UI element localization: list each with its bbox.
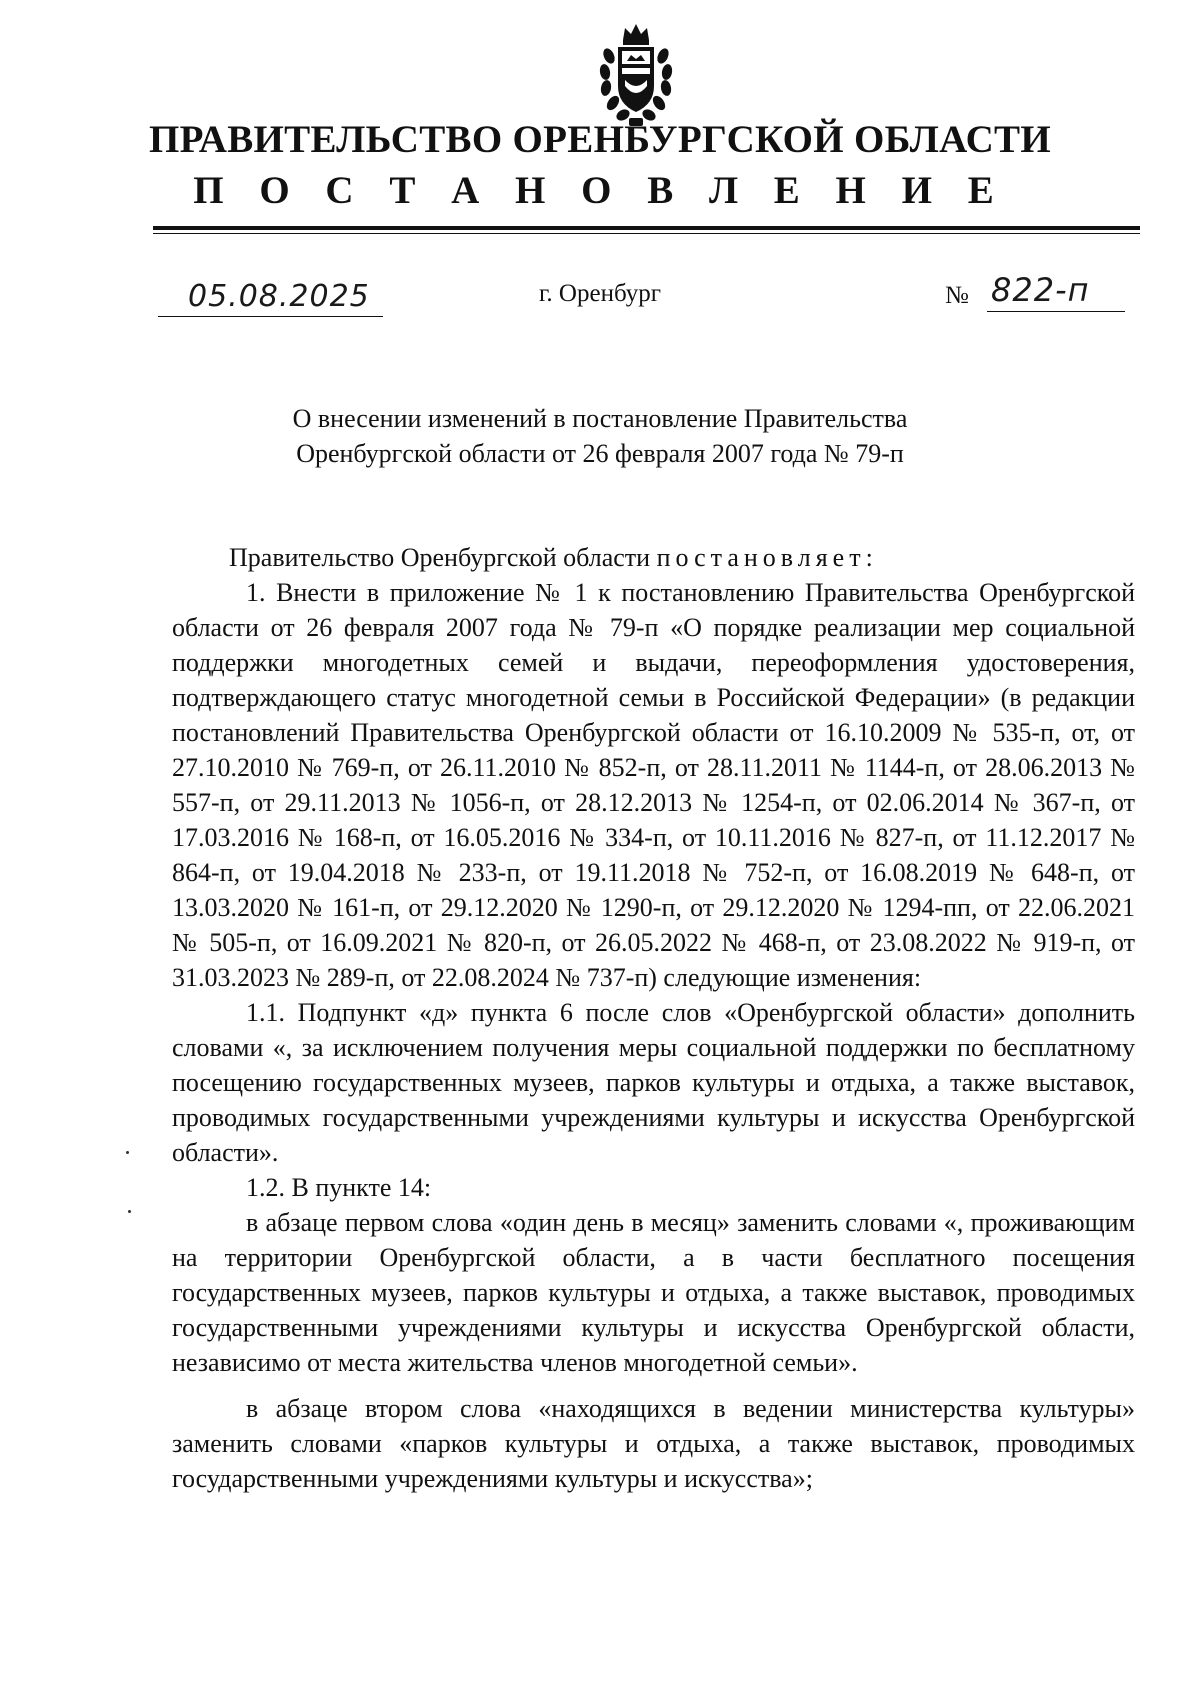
header-rule-thick — [153, 226, 1140, 230]
scan-speck — [128, 1210, 131, 1213]
coat-of-arms-icon — [595, 20, 677, 128]
paragraph-1-1: 1.1. Подпункт «д» пункта 6 после слов «Оренбургской области» дополнить словами «, за исключением получения меры социальной поддержки по бесплатному посещению государственных музеев, парков культуры и отдыха, а также выставок, проводимых государственными учреждениями культуры и искусства Оренбургской области». — [172, 998, 1135, 1167]
header-rule-thin — [153, 233, 1140, 234]
document-number: 822-п — [991, 271, 1090, 309]
paragraph-1: 1. Внести в приложение № 1 к постановлению Правительства Оренбургской области от 26 февраля 2007 года № 79-п «О порядке реализации мер социальной поддержки многодетных семей и выдачи, переоформления удостоверения, подтверждающего статус многодетной семьи в Российской Федерации» (в редакции постановлений Правительства Оренбургской области от 16.10.2009 № 535-п, от, от 27.10.2010 № 769-п, от 26.11.2010 № 852-п, от 28.11.2011 № 1144-п, от 28.06.2013 № 557-п, от 29.11.2013 № 1056-п, от 28.12.2013 № 1254-п, от 02.06.2014 № 367-п, от 17.03.2016 № 168-п, от 16.05.2016 № 334-п, от 10.11.2016 № 827-п, от 11.12.2017 № 864-п, от 19.04.2018 № 233-п, от 19.11.2018 № 752-п, от 16.08.2019 № 648-п, от 13.03.2020 № 161-п, от 29.12.2020 № 1290-п, от 29.12.2020 № 1294-пп, от 22.06.2021 № 505-п, от 16.09.2021 № 820-п, от 26.05.2022 № 468-п, от 23.08.2022 № 919-п, от 31.03.2023 № 289-п, от 22.08.2024 № 737-п) следующие изменения: — [172, 578, 1135, 992]
document-date: 05.08.2025 — [188, 279, 370, 314]
document-subject — [0, 401, 1200, 471]
document-type: П О С Т А Н О В Л Е Н И Е — [193, 169, 1007, 212]
paragraph-1-2-second: в абзаце втором слова «находящихся в ведении министерства культуры» заменить словами «парков культуры и отдыха, а также выставок, проводимых государственными учреждениями культуры и искусства»; — [172, 1394, 1135, 1493]
subject-line-1: О внесении изменений в постановление Правительства — [292, 404, 908, 433]
document-body — [172, 540, 1135, 1496]
government-title: ПРАВИТЕЛЬСТВО ОРЕНБУРГСКОЙ ОБЛАСТИ — [148, 118, 1052, 161]
preamble-resolves: постановляет: — [656, 543, 878, 572]
paragraph-1-2-first: в абзаце первом слова «один день в месяц» заменить словами «, проживающим на территории Оренбургской области, а в части бесплатного посещения государственных музеев, парков культуры и отдыха, а также выставок, проводимых государственными учреждениями культуры и искусства Оренбургской области, независимо от места жительства членов многодетной семьи». — [172, 1208, 1135, 1377]
preamble — [172, 540, 1135, 575]
document-city: г. Оренбург — [539, 280, 661, 307]
number-sign: № — [945, 282, 969, 309]
paragraph-1-2: 1.2. В пункте 14: — [246, 1173, 432, 1202]
document-number-block — [945, 270, 1140, 316]
scan-speck — [126, 1151, 129, 1154]
subject-line-2: Оренбургской области от 26 февраля 2007 года № 79-п — [296, 439, 904, 468]
document-number-field — [987, 269, 1125, 312]
preamble-text: Правительство Оренбургской области — [229, 543, 657, 572]
